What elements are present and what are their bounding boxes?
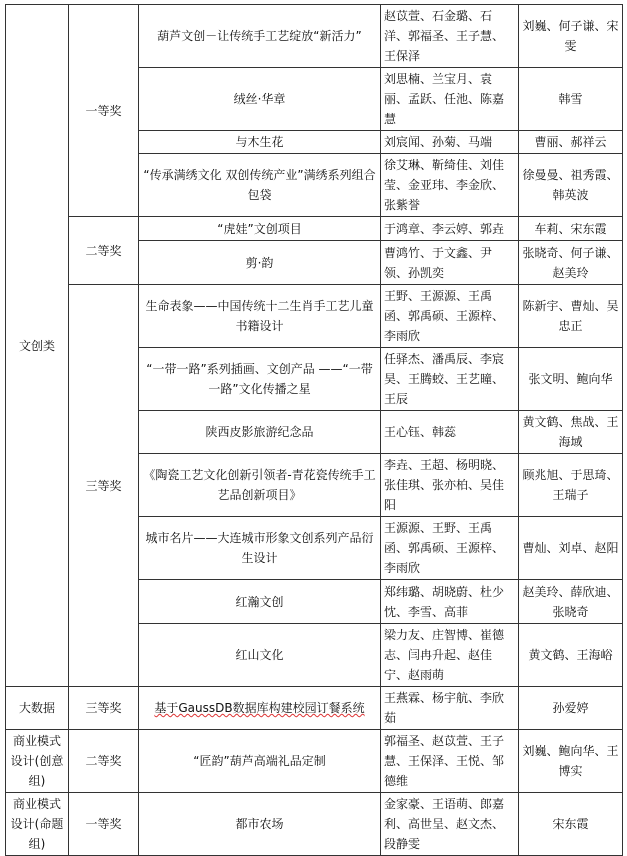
tutors: 孙爱婷 xyxy=(519,687,623,730)
tutors: 宋东霞 xyxy=(519,793,623,856)
project-name xyxy=(139,687,381,730)
category-cell: 商业模式设计(命题组) xyxy=(6,793,69,856)
project-name: 生命表象——中国传统十二生肖手工艺儿童书籍设计 xyxy=(139,285,381,348)
team-members: 王燕霖、杨宇航、李欣茹 xyxy=(381,687,519,730)
tutors: 张晓奇、何子谦、赵美玲 xyxy=(519,241,623,285)
table-row xyxy=(6,730,623,793)
category-cell: 大数据 xyxy=(6,687,69,730)
team-members: 梁力友、庄智博、崔德志、闫冉升起、赵佳宁、赵雨萌 xyxy=(381,624,519,687)
project-name: “虎娃”文创项目 xyxy=(139,217,381,241)
tutors: 曹丽、郝祥云 xyxy=(519,131,623,154)
team-members: 金家豪、王语萌、郎嘉利、高世呈、赵文杰、段静雯 xyxy=(381,793,519,856)
team-members: 刘思楠、兰宝月、袁丽、孟跃、任池、陈嘉慧 xyxy=(381,68,519,131)
tutors: 黄文鹤、王海峪 xyxy=(519,624,623,687)
team-members: 刘宸闻、孙菊、马端 xyxy=(381,131,519,154)
project-name: 绒丝·华章 xyxy=(139,68,381,131)
project-name: 剪·韵 xyxy=(139,241,381,285)
team-members: 曹鸿竹、于文鑫、尹领、孙凯奕 xyxy=(381,241,519,285)
tutors: 车莉、宋东霞 xyxy=(519,217,623,241)
table-row xyxy=(6,5,623,68)
team-members: 于鸿章、李云婷、郭垚 xyxy=(381,217,519,241)
table-row xyxy=(6,793,623,856)
project-name: 葫芦文创－让传统手工艺绽放“新活力” xyxy=(139,5,381,68)
project-name: 陕西皮影旅游纪念品 xyxy=(139,411,381,454)
tutors: 徐曼曼、祖秀霞、韩英波 xyxy=(519,154,623,217)
table-row xyxy=(6,217,623,241)
team-members: 赵苡萱、石金璐、石洋、郭福圣、王子慧、王保泽 xyxy=(381,5,519,68)
team-members: 王心钰、韩蕊 xyxy=(381,411,519,454)
project-name: “传承满绣文化 双创传统产业”满绣系列组合包袋 xyxy=(139,154,381,217)
team-members: 王野、王源源、王禹函、郭禹硕、王源梓、李雨欣 xyxy=(381,285,519,348)
award-level-cell: 三等奖 xyxy=(69,687,139,730)
project-name-text: 基于GaussDB数据库构建校园订餐系统 xyxy=(154,701,365,715)
tutors: 陈新宇、曹灿、吴忠正 xyxy=(519,285,623,348)
project-name: 红山文化 xyxy=(139,624,381,687)
table-row xyxy=(6,285,623,348)
team-members: 李垚、王超、杨明晓、张佳琪、张亦柏、吴佳阳 xyxy=(381,454,519,517)
tutors: 刘巍、何子谦、宋雯 xyxy=(519,5,623,68)
project-name: 都市农场 xyxy=(139,793,381,856)
tutors: 顾兆旭、于思琦、王瑞子 xyxy=(519,454,623,517)
team-members: 王源源、王野、王禹函、郭禹硕、王源梓、李雨欣 xyxy=(381,517,519,580)
tutors: 刘巍、鲍向华、王博实 xyxy=(519,730,623,793)
tutors: 赵美玲、薛欣迪、张晓奇 xyxy=(519,580,623,624)
project-name: 城市名片——大连城市形象文创系列产品衍生设计 xyxy=(139,517,381,580)
project-name: 《陶瓷工艺文化创新引领者-青花瓷传统手工艺品创新项目》 xyxy=(139,454,381,517)
team-members: 徐艾琳、靳绮佳、刘佳莹、金亚玮、李金欣、张紫誉 xyxy=(381,154,519,217)
award-level-cell: 二等奖 xyxy=(69,217,139,285)
award-level-cell: 一等奖 xyxy=(69,793,139,856)
awards-table xyxy=(5,4,623,856)
team-members: 任驿杰、潘禹辰、李宸昊、王腾蛟、王艺曈、王辰 xyxy=(381,348,519,411)
project-name: 红瀚文创 xyxy=(139,580,381,624)
tutors: 黄文鹤、焦战、王海域 xyxy=(519,411,623,454)
category-cell: 商业模式设计(创意组) xyxy=(6,730,69,793)
tutors: 张文明、鲍向华 xyxy=(519,348,623,411)
project-name: 与木生花 xyxy=(139,131,381,154)
team-members: 郑纬璐、胡晓蔚、杜少忱、李雪、高菲 xyxy=(381,580,519,624)
award-level-cell: 三等奖 xyxy=(69,285,139,687)
award-level-cell: 一等奖 xyxy=(69,5,139,217)
award-level-cell: 二等奖 xyxy=(69,730,139,793)
team-members: 郭福圣、赵苡萱、王子慧、王保泽、王悦、邹德维 xyxy=(381,730,519,793)
project-name: “匠韵”葫芦高端礼品定制 xyxy=(139,730,381,793)
project-name: “一带一路”系列插画、文创产品 ——“一带一路”文化传播之星 xyxy=(139,348,381,411)
table-row xyxy=(6,687,623,730)
tutors: 韩雪 xyxy=(519,68,623,131)
category-cell: 文创类 xyxy=(6,5,69,687)
tutors: 曹灿、刘卓、赵阳 xyxy=(519,517,623,580)
